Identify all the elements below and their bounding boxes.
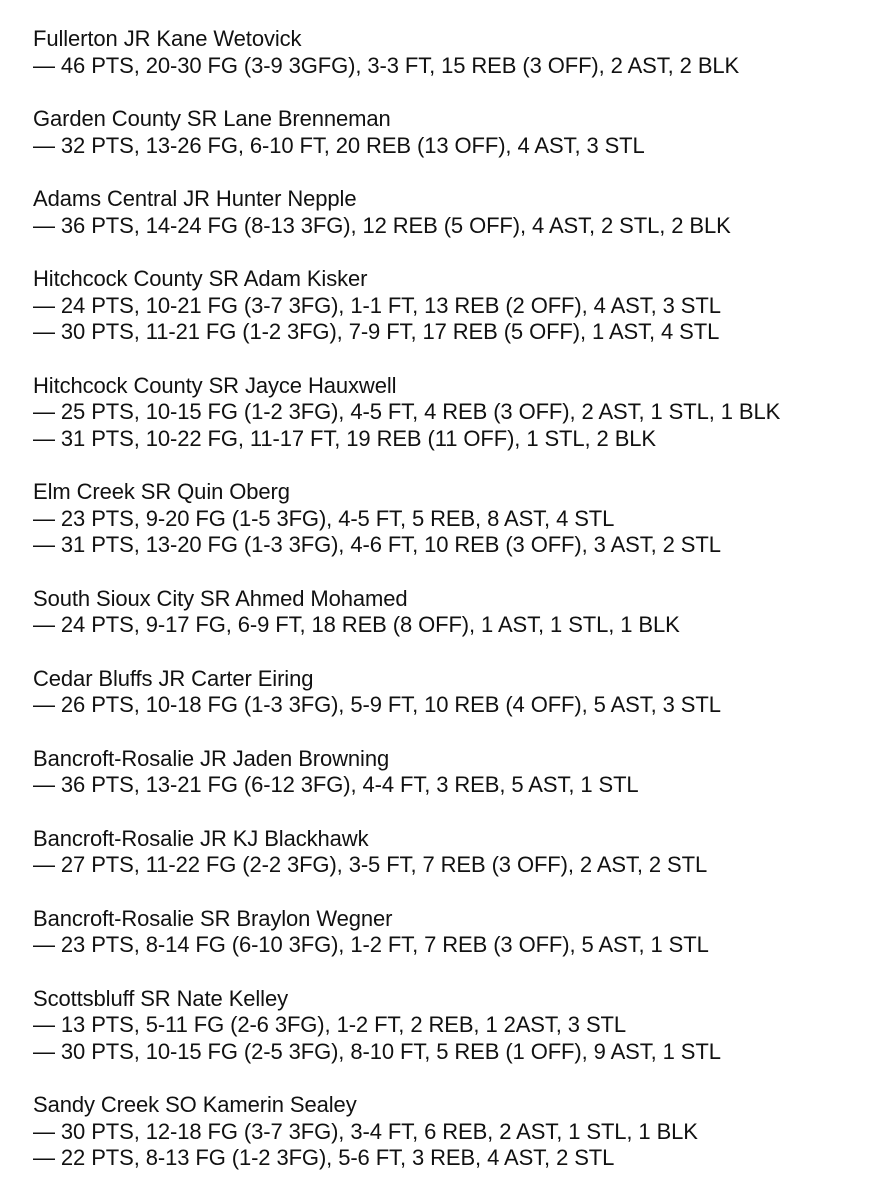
stat-line: — 46 PTS, 20-30 FG (3-9 3GFG), 3-3 FT, 15 REB (3 OFF), 2 AST, 2 BLK xyxy=(33,53,880,80)
player-name: Bancroft-Rosalie JR KJ Blackhawk xyxy=(33,825,369,851)
player-name: Sandy Creek SO Kamerin Sealey xyxy=(33,1092,357,1117)
player-entry xyxy=(33,479,880,559)
stat-line: — 23 PTS, 9-20 FG (1-5 3FG), 4-5 FT, 5 REB, 8 AST, 4 STL xyxy=(33,506,880,533)
stat-line: — 25 PTS, 10-15 FG (1-2 3FG), 4-5 FT, 4 REB (3 OFF), 2 AST, 1 STL, 1 BLK xyxy=(33,399,880,426)
player-entry xyxy=(33,106,880,159)
player-entry xyxy=(33,746,880,799)
stat-line: — 31 PTS, 10-22 FG, 11-17 FT, 19 REB (11 OFF), 1 STL, 2 BLK xyxy=(33,426,880,453)
stat-line: — 24 PTS, 9-17 FG, 6-9 FT, 18 REB (8 OFF), 1 AST, 1 STL, 1 BLK xyxy=(33,612,880,639)
player-name: Adams Central JR Hunter Nepple xyxy=(33,186,357,211)
player-entry xyxy=(33,906,880,959)
player-name: Hitchcock County SR Jayce Hauxwell xyxy=(33,372,397,398)
player-entry xyxy=(33,826,880,879)
stat-line: — 31 PTS, 13-20 FG (1-3 3FG), 4-6 FT, 10 REB (3 OFF), 3 AST, 2 STL xyxy=(33,532,880,559)
player-entry xyxy=(33,586,880,639)
stat-line: — 30 PTS, 10-15 FG (2-5 3FG), 8-10 FT, 5 REB (1 OFF), 9 AST, 1 STL xyxy=(33,1039,880,1066)
player-name: Garden County SR Lane Brenneman xyxy=(33,106,391,131)
player-name: South Sioux City SR Ahmed Mohamed xyxy=(33,585,408,611)
stat-line: — 30 PTS, 12-18 FG (3-7 3FG), 3-4 FT, 6 REB, 2 AST, 1 STL, 1 BLK xyxy=(33,1119,880,1146)
player-entry xyxy=(33,666,880,719)
player-name: Elm Creek SR Quin Oberg xyxy=(33,479,290,504)
player-name: Bancroft-Rosalie SR Braylon Wegner xyxy=(33,905,393,931)
player-entry xyxy=(33,986,880,1066)
stat-line: — 26 PTS, 10-18 FG (1-3 3FG), 5-9 FT, 10 REB (4 OFF), 5 AST, 3 STL xyxy=(33,692,880,719)
player-entry xyxy=(33,266,880,346)
player-entry xyxy=(33,1092,880,1172)
stat-line: — 36 PTS, 14-24 FG (8-13 3FG), 12 REB (5 OFF), 4 AST, 2 STL, 2 BLK xyxy=(33,213,880,240)
stat-line: — 22 PTS, 8-13 FG (1-2 3FG), 5-6 FT, 3 REB, 4 AST, 2 STL xyxy=(33,1145,880,1172)
stat-line: — 32 PTS, 13-26 FG, 6-10 FT, 20 REB (13 OFF), 4 AST, 3 STL xyxy=(33,133,880,160)
player-entry xyxy=(33,373,880,453)
stat-line: — 23 PTS, 8-14 FG (6-10 3FG), 1-2 FT, 7 REB (3 OFF), 5 AST, 1 STL xyxy=(33,932,880,959)
stat-line: — 13 PTS, 5-11 FG (2-6 3FG), 1-2 FT, 2 REB, 1 2AST, 3 STL xyxy=(33,1012,880,1039)
player-name: Fullerton JR Kane Wetovick xyxy=(33,26,302,51)
stat-line: — 36 PTS, 13-21 FG (6-12 3FG), 4-4 FT, 3 REB, 5 AST, 1 STL xyxy=(33,772,880,799)
stat-line: — 30 PTS, 11-21 FG (1-2 3FG), 7-9 FT, 17 REB (5 OFF), 1 AST, 4 STL xyxy=(33,319,880,346)
player-name: Scottsbluff SR Nate Kelley xyxy=(33,985,289,1011)
player-entry xyxy=(33,186,880,239)
stat-line: — 24 PTS, 10-21 FG (3-7 3FG), 1-1 FT, 13 REB (2 OFF), 4 AST, 3 STL xyxy=(33,293,880,320)
player-name: Bancroft-Rosalie JR Jaden Browning xyxy=(33,745,390,771)
player-name: Hitchcock County SR Adam Kisker xyxy=(33,266,368,291)
stat-line: — 27 PTS, 11-22 FG (2-2 3FG), 3-5 FT, 7 REB (3 OFF), 2 AST, 2 STL xyxy=(33,852,880,879)
player-name: Cedar Bluffs JR Carter Eiring xyxy=(33,665,314,691)
player-entry xyxy=(33,26,880,79)
